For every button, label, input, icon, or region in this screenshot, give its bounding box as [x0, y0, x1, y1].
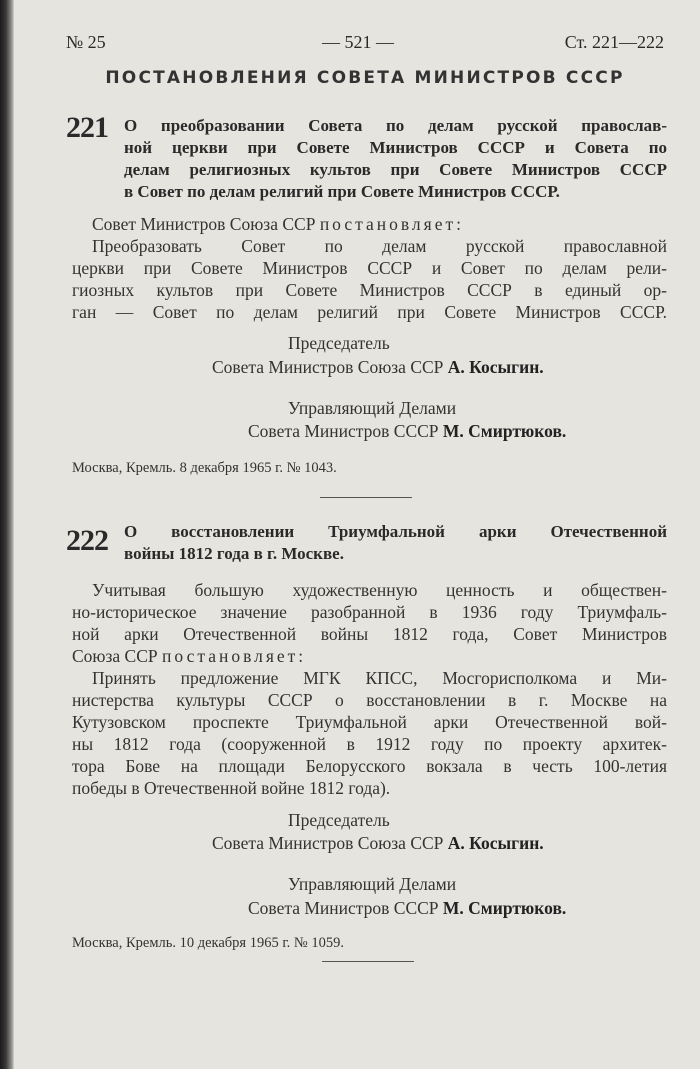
column-range: Ст. 221—222 [564, 32, 664, 52]
manager-org: Совета Министров СССР [248, 421, 439, 441]
decree-222-body-line: победы в Отечественной войне 1812 года). [72, 778, 391, 798]
manager-name: М. Смиртюков. [442, 898, 567, 918]
decree-222-intro-line: Учитывая большую художественную ценность и обществен- [92, 580, 667, 600]
section-title: ПОСТАНОВЛЕНИЯ СОВЕТА МИНИСТРОВ СССР [105, 68, 625, 88]
decree-222-number: 222 [66, 524, 108, 557]
decree-222-manager-signature [248, 898, 566, 919]
decree-221-preamble [92, 214, 667, 235]
decree-222-body-line: ны 1812 года (сооруженной в 1912 году по проекту архитек- [72, 734, 667, 754]
decree-222-body-line: Кутузовском проспекте Триумфальной арки Отечественной вой- [72, 712, 667, 732]
decree-222-title-line: О восстановлении Триумфальной арки Отечественной [124, 522, 667, 541]
decree-221-manager-signature [248, 421, 566, 442]
decree-221-title-line: ной церкви при Совете Министров СССР и Совета по [124, 138, 667, 157]
decree-221-body-line: ган — Совет по делам религий при Совете Министров СССР. [72, 302, 667, 322]
decree-221-title-line: О преобразовании Совета по делам русской православ- [124, 116, 667, 135]
chairman-org: Совета Министров Союза ССР [212, 357, 444, 377]
decree-221-manager-title: Управляющий Делами [288, 398, 457, 418]
manager-name: М. Смиртюков. [442, 421, 567, 441]
decree-221-place-date: Москва, Кремль. 8 декабря 1965 г. № 1043. [72, 460, 337, 476]
decree-222-chairman-title: Председатель [288, 810, 390, 830]
chairman-name: А. Косыгин. [447, 833, 544, 853]
decree-222-body-line: нистерства культуры СССР о восстановлении в г. Москве на [72, 690, 667, 710]
decree-222-preamble [72, 646, 667, 667]
decree-221-chairman-signature [212, 357, 544, 378]
issue-number: № 25 [66, 32, 106, 52]
separator-rule [320, 497, 412, 498]
decree-222-body-line: тора Бове на площади Белорусского вокзала в честь 100-летия [72, 756, 667, 776]
decree-221-body-line: церкви при Совете Министров СССР и Совет по делам рели- [72, 258, 667, 278]
decree-221-chairman-title: Председатель [288, 333, 390, 353]
decree-222-intro-line: но-историческое значение разобранной в 1936 году Триумфаль- [72, 602, 667, 622]
page-number: — 521 — [322, 32, 394, 52]
preamble-text: Союза ССР [72, 646, 163, 666]
separator-rule [322, 961, 414, 962]
preamble-verb: постановляет: [319, 214, 464, 234]
decree-221-body-line: гиозных культов при Совете Министров СССР в единый ор- [72, 280, 667, 300]
preamble-verb: постановляет: [162, 646, 307, 666]
decree-221-body-line: Преобразовать Совет по делам русской православной [92, 236, 667, 256]
decree-222-chairman-signature [212, 833, 544, 854]
decree-221-number: 221 [66, 111, 108, 144]
manager-org: Совета Министров СССР [248, 898, 439, 918]
decree-222-body-line: Принять предложение МГК КПСС, Мосгорисполкома и Ми- [92, 668, 667, 688]
decree-222-place-date: Москва, Кремль. 10 декабря 1965 г. № 1059. [72, 935, 344, 951]
chairman-name: А. Косыгин. [447, 357, 544, 377]
decree-222-intro-line: ной арки Отечественной войны 1812 года, Совет Министров [72, 624, 667, 644]
decree-222-manager-title: Управляющий Делами [288, 874, 457, 894]
decree-221-title-line: в Совет по делам религий при Совете Министров СССР. [124, 182, 560, 201]
preamble-text: Совет Министров Союза ССР [92, 214, 320, 234]
decree-221-title-line: делам религиозных культов при Совете Министров СССР [124, 160, 667, 179]
chairman-org: Совета Министров Союза ССР [212, 833, 444, 853]
decree-222-title-line: войны 1812 года в г. Москве. [124, 544, 344, 563]
